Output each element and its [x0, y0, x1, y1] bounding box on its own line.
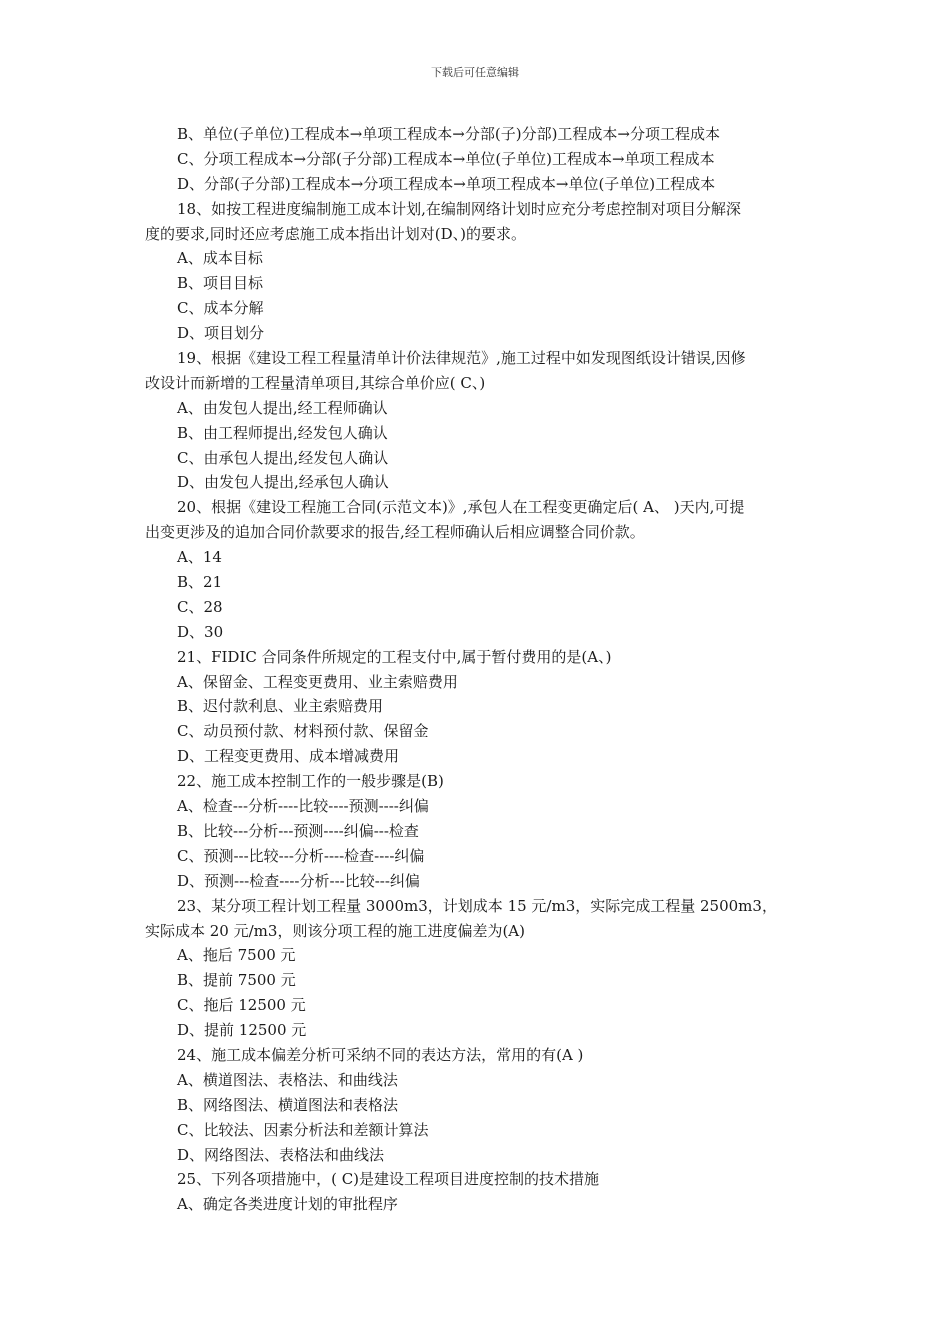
text-line: C、由承包人提出,经发包人确认 [177, 448, 389, 467]
text-line: A、确定各类进度计划的审批程序 [177, 1195, 398, 1214]
text-line: C、拖后 12500 元 [177, 996, 306, 1015]
text-line: D、工程变更费用、成本增减费用 [177, 747, 400, 766]
text-line: A、14 [177, 548, 222, 567]
text-line: 22、施工成本控制工作的一般步骤是(B) [177, 772, 444, 791]
text-line: C、预测---比较---分析----检查----纠偏 [177, 846, 425, 865]
text-line: 出变更涉及的追加合同价款要求的报告,经工程师确认后相应调整合同价款。 [145, 523, 645, 542]
text-line: B、项目目标 [177, 274, 264, 293]
text-line: A、成本目标 [177, 249, 263, 268]
text-line: 实际成本 20 元/m3，则该分项工程的施工进度偏差为(A) [145, 921, 525, 940]
text-line: D、网络图法、表格法和曲线法 [177, 1145, 385, 1164]
text-line: B、由工程师提出,经发包人确认 [177, 423, 388, 442]
text-line: B、21 [177, 573, 223, 592]
text-line: 23、某分项工程计划工程量 3000m3，计划成本 15 元/m3，实际完成工程量 2500m3， [177, 896, 777, 915]
text-line: 21、FIDIC 合同条件所规定的工程支付中,属于暂付费用的是(A、) [177, 647, 612, 666]
text-line: C、成本分解 [177, 299, 264, 318]
text-line: 改设计而新增的工程量清单项目,其综合单价应( C、) [145, 373, 486, 392]
text-line: D、提前 12500 元 [177, 1021, 307, 1040]
text-line: A、横道图法、表格法、和曲线法 [177, 1070, 398, 1089]
text-line: D、由发包人提出,经承包人确认 [177, 473, 389, 492]
text-line: 25、下列各项措施中，( C)是建设工程项目进度控制的技术措施 [177, 1170, 600, 1189]
text-line: C、28 [177, 597, 223, 616]
text-line: A、保留金、工程变更费用、业主索赔费用 [177, 672, 458, 691]
text-line: A、由发包人提出,经工程师确认 [177, 398, 388, 417]
text-line: 20、根据《建设工程施工合同(示范文本)》,承包人在工程变更确定后( A、 )天内,可提 [177, 498, 745, 517]
text-line: B、比较---分析---预测----纠偏---检查 [177, 821, 419, 840]
text-line: B、网络图法、横道图法和表格法 [177, 1095, 399, 1114]
text-line: B、迟付款利息、业主索赔费用 [177, 697, 384, 716]
text-line: 19、根据《建设工程工程量清单计价法律规范》,施工过程中如发现图纸设计错误,因修 [177, 349, 746, 368]
text-line: C、比较法、因素分析法和差额计算法 [177, 1120, 429, 1139]
text-line: 度的要求,同时还应考虑施工成本指出计划对(D、)的要求。 [145, 224, 527, 243]
text-line: 18、如按工程进度编制施工成本计划,在编制网络计划时应充分考虑控制对项目分解深 [177, 199, 741, 218]
text-line: C、动员预付款、材料预付款、保留金 [177, 722, 429, 741]
text-line: A、拖后 7500 元 [177, 946, 296, 965]
text-line: D、预测---检查----分析---比较---纠偏 [177, 871, 420, 890]
text-line: D、分部(子分部)工程成本→分项工程成本→单项工程成本→单位(子单位)工程成本 [177, 174, 716, 193]
text-line: D、30 [177, 622, 224, 641]
text-line: B、单位(子单位)工程成本→单项工程成本→分部(子)分部)工程成本→分项工程成本 [177, 125, 720, 143]
text-line: C、分项工程成本→分部(子分部)工程成本→单位(子单位)工程成本→单项工程成本 [177, 149, 715, 168]
document-body [145, 122, 810, 1217]
text-line: D、项目划分 [177, 324, 265, 343]
page-header: 下载后可任意编辑 [431, 66, 519, 79]
text-line: 24、施工成本偏差分析可采纳不同的表达方法，常用的有(A ) [177, 1045, 584, 1064]
text-line: A、检查---分析----比较----预测----纠偏 [177, 797, 429, 816]
text-line: B、提前 7500 元 [177, 971, 296, 990]
